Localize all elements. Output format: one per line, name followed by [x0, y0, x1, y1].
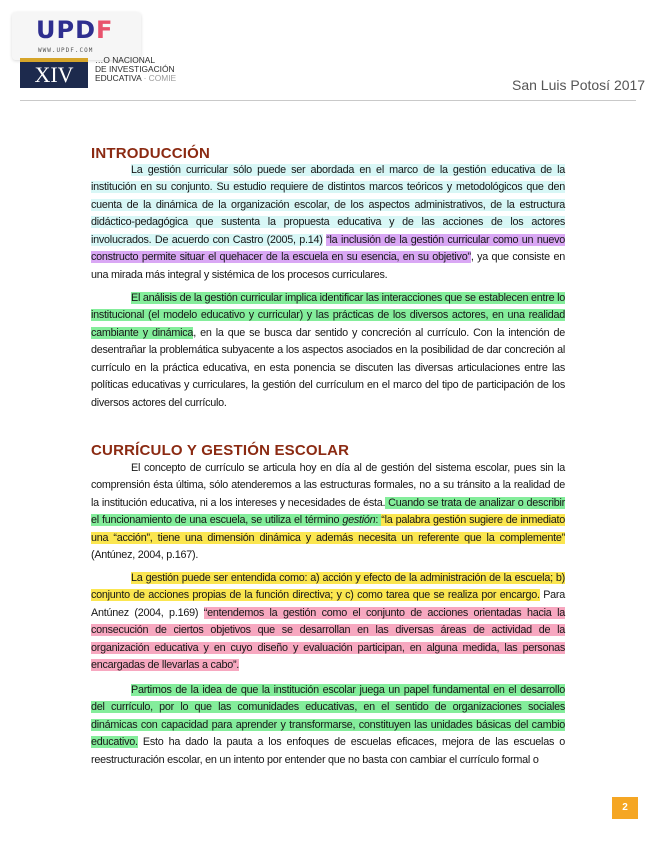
text-segment: “entendemos la gestión como el conjunto de acciones orientadas hacia la consecución de ciertos objetivos que se desarrollan en las diversas áreas de actividad de la organización educativa y en cuyo diseño y evaluación participan, en alguna medida, las personas encargadas de llevarlas a cabo”. [91, 606, 565, 672]
text-segment: Cuando se trata de analizar o describir el funcionamiento de una escuela, se utiliza el término [91, 496, 566, 527]
text-segment: Para Antúnez (2004, p.169) [91, 589, 566, 619]
text-segment: , ya que consiste en una mirada más integral y sistémica de los procesos curriculares. [91, 251, 565, 281]
text-segment: (Antúnez, 2004, p.167). [91, 549, 199, 562]
section-heading-introduccion: INTRODUCCIÓN [91, 145, 211, 162]
congress-name-line2: DE INVESTIGACIÓN [95, 64, 175, 74]
congress-name-line3-main: EDUCATIVA [95, 73, 142, 83]
congress-name-line3 [95, 74, 176, 83]
congress-name-line1: …O NACIONAL [95, 55, 156, 65]
paragraph [91, 460, 565, 565]
text-segment: , en la que se busca dar sentido y concreción al currículo. Con la intención de desentrañar la problemática subyacente a los aspectos asociados en la posibilidad de dar concreción al currículo en la práctica educativa, en esta ponencia se discuten las diversas articulaciones entre las políticas educativas y curriculares, la gestión del currículum en el marco del tipo de participación de los diversos actores del currículo. [91, 326, 566, 409]
text-segment: gestión [342, 514, 376, 527]
congress-name-line3-tail: · COMIE [143, 73, 177, 83]
paragraph [91, 682, 565, 769]
paragraph [91, 162, 565, 284]
text-segment: “la inclusión de la gestión curricular como un nuevo constructo permite situar el quehacer de la escuela en su esencia, en su objetivo” [91, 233, 565, 264]
text-segment: Esto ha dado la pauta a los enfoques de escuelas eficaces, mejora de las escuelas o reestructuración escolar, en un intento por entender que no basta con cambiar el currículo formal o [91, 736, 565, 766]
updf-logo-suffix: F [96, 16, 114, 44]
paragraph [91, 290, 565, 412]
updf-watermark [12, 12, 141, 60]
updf-logo-prefix: UPD [36, 16, 96, 44]
section-heading-curriculo-gestion: CURRÍCULO Y GESTIÓN ESCOLAR [91, 442, 350, 459]
text-segment: Partimos de la idea de que la institución escolar juega un papel fundamental en el desarrollo del currículo, por lo que las comunidades educativas, en el sentido de organizaciones sociales dinámicas con capacidad para aprender y transformarse, constituyen las unidades básicas del cambio educativo. [91, 684, 565, 749]
updf-logo [36, 16, 113, 44]
header-location-year: San Luis Potosí 2017 [512, 77, 646, 93]
text-segment: : [375, 514, 382, 527]
text-segment: El concepto de currículo se articula hoy en día al de gestión del sistema escolar, pues sin la comprensión ésta última, sólo atenderemos a las estructuras formales, no a su tránsito a la realidad de la institución educativa, ni a los intereses y necesidades de ésta. [91, 462, 565, 509]
header-divider [20, 100, 636, 101]
text-segment: “la palabra gestión sugiere de inmediato una “acción”, tiene una dimensión dinámica y además necesita un referente que la complemente” [91, 514, 566, 544]
paragraph [91, 570, 565, 675]
text-segment: La gestión curricular sólo puede ser abordada en el marco de la gestión educativa de la institución en su conjunto. Su estudio requiere de distintos marcos teóricos y metodológicos que den cuenta de la dinámica de la organización escolar, de los aspectos administrativos, de la estructura didáctico-pedagógica que sustenta la propuesta educativa y de las acciones de los actores involucrados. De acuerdo con Castro (2005, p.14) [91, 164, 565, 246]
page-number-badge: 2 [612, 797, 638, 819]
updf-url: WWW.UPDF.COM [38, 47, 94, 54]
congress-name [95, 56, 176, 83]
text-segment: El análisis de la gestión curricular implica identificar las interacciones que se establecen entre lo institucional (el modelo educativo y curricular) y las prácticas de los diversos actores, en una realidad cambiante y dinámica [91, 292, 565, 339]
text-segment: La gestión puede ser entendida como: a) acción y efecto de la administración de la escuela; b) conjunto de acciones propias de la función directiva; y c) como tarea que se realiza por encargo. [91, 572, 565, 602]
congress-logo: XIV [20, 62, 88, 88]
